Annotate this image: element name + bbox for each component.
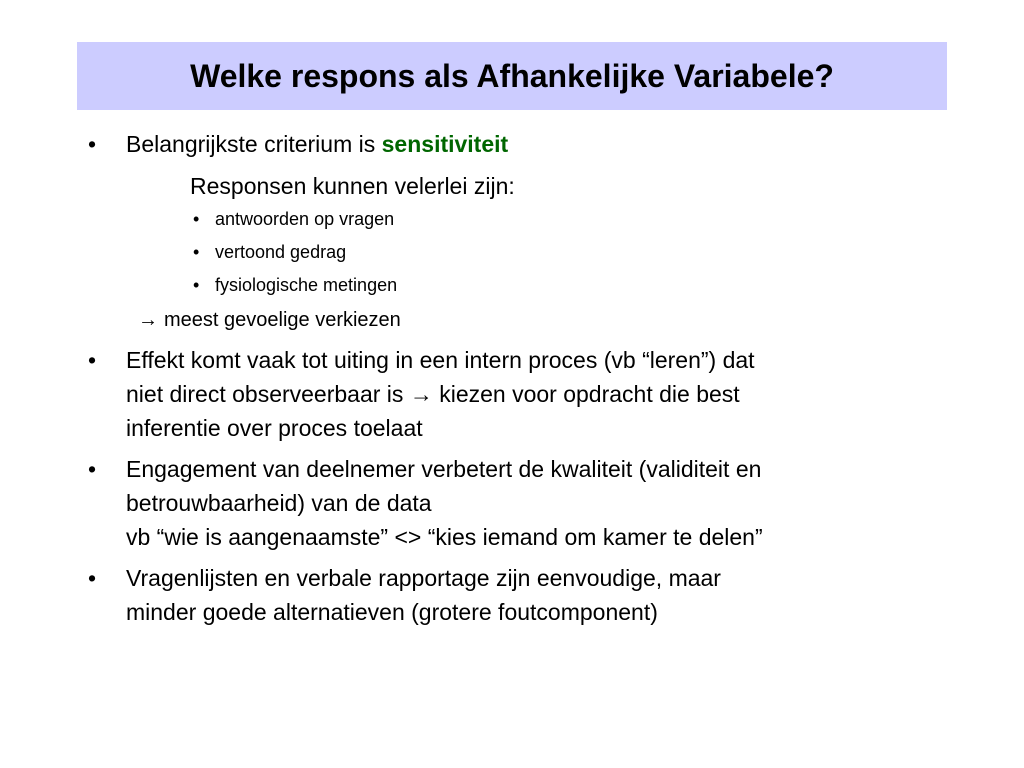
bullet-2-line-2-lead: niet direct observeerbaar is [126, 381, 410, 407]
title-box [77, 42, 947, 110]
slide-title: Welke respons als Afhankelijke Variabele? [190, 58, 834, 94]
bullet-3-line-3: vb “wie is aangenaamste” <> “kies iemand om kamer te delen” [126, 524, 763, 550]
subitem-3: fysiologische metingen [215, 275, 398, 295]
bullet-1-conclusion [138, 304, 401, 337]
bullet-2-line-2-tail: kiezen voor opdracht die best [432, 381, 740, 407]
subitem-3-marker: • [193, 275, 200, 295]
arrow-right-icon: → [409, 381, 433, 407]
arrow-right-icon: → [138, 309, 158, 331]
subitem-1: antwoorden op vragen [215, 209, 395, 229]
bullet-2-line-2 [126, 377, 740, 411]
bullet-4-line-1: Vragenlijsten en verbale rapportage zijn eenvoudige, maar [126, 565, 721, 591]
bullet-1-subheading: Responsen kunnen velerlei zijn: [190, 173, 515, 199]
bullet-2-marker: • [88, 347, 97, 373]
bullet-3-marker: • [88, 456, 97, 482]
bullet-1-marker: • [88, 131, 97, 157]
bullet-1-conclusion-text: meest gevoelige verkiezen [164, 309, 401, 331]
bullet-4-line-2: minder goede alternatieven (grotere foutcomponent) [126, 599, 658, 625]
bullet-1-text-lead: Belangrijkste criterium is [126, 131, 382, 157]
bullet-2-line-3: inferentie over proces toelaat [126, 415, 423, 441]
bullet-2-line-1: Effekt komt vaak tot uiting in een intern proces (vb “leren”) dat [126, 347, 755, 373]
subitem-2: vertoond gedrag [215, 242, 347, 262]
bullet-3-line-1: Engagement van deelnemer verbetert de kwaliteit (validiteit en [126, 456, 762, 482]
bullet-4-marker: • [88, 565, 97, 591]
subitem-2-marker: • [193, 242, 200, 262]
bullet-1-highlight: sensitiviteit [381, 131, 509, 157]
subitem-1-marker: • [193, 209, 200, 229]
bullet-1-text [126, 127, 508, 161]
bullet-3-line-2: betrouwbaarheid) van de data [126, 490, 432, 516]
